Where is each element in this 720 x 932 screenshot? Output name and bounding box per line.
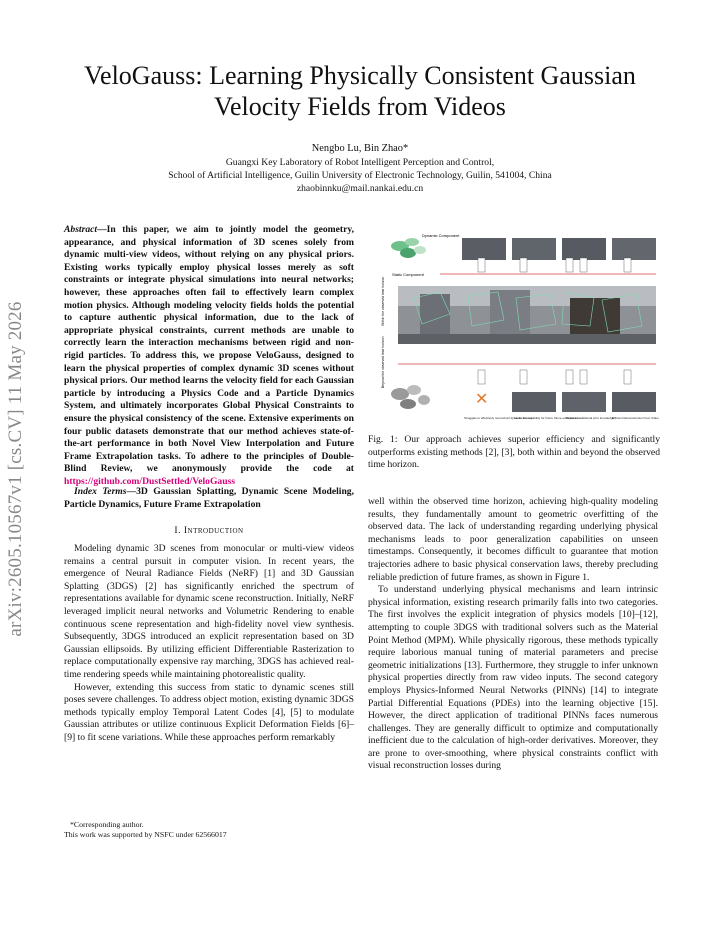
note-1: Struggles to effectively reconstruct dynamic scenes [464,416,533,420]
affiliation-line-2: School of Artificial Intelligence, Guilin University of Electronic Technology, Guilin, 541004, China [168,169,552,181]
footnote-funding: This work was supported by NSFC under 62566017 [64,830,227,840]
section-heading: I. Introduction [174,525,244,536]
footnote-corresponding: *Corresponding author. [70,820,144,829]
abstract-text: —In this paper, we aim to jointly model the geometry, appearance, and physical information of 3D scenes solely from dynamic multi-view videos, without relying on any physical priors. Existing works typically employ physical losses merely as soft constraints or integrate physical simulations into neural networks; however, these approaches often fail to effectively learn complex motion physics. Although modeling velocity fields holds the potential to capture authentic physical information, due to the lack of appropriate physical constraints, current methods are unable to correctly learn the interaction mechanisms between rigid and non-rigid particles. To address this, we propose VeloGauss, designed to learn the physical properties of complex dynamic 3D scenes without physical priors. Our method learns the velocity field for each Gaussian particle by introducing a Physics Code and a Particle Dynamics System, and ultimately incorporates Global Physical Constraints to ensure the physical consistency of the scene. Extensive experiments on four public datasets demonstrate that our method achieves state-of-the-art performance in both Novel View Interpolation and Future Frame Extrapolation tasks. To adhere to the principles of Double-Blind Review, we anonymously provide the code at [64,224,354,475]
bottom-method-labels [478,370,631,384]
static-component-icon [391,385,430,409]
label-dynamic: Dynamic Component [422,233,460,238]
index-terms-text: —3D Gaussian Splatting, Dynamic Scene Modeling, Particle Dynamics, Future Frame Extrapolation [64,486,354,510]
code-link[interactable]: https://github.com/DustSettled/VeloGauss [64,475,236,487]
dynamic-component-icon [391,238,426,258]
note-3: Relies on additional prior knowledge [566,416,615,420]
label-beyond: Beyond the observed time horizon [381,336,385,388]
right-paragraph-2: To understand underlying physical mechanisms and learn intrinsic physical information, existing research primarily falls into two categories. The first involves the explicit integration of physics models [10]–[12], attempting to couple 3DGS with traditional solvers such as the Material Point Method (MPM). While physically rigorous, these methods typically require laborious manual tuning of material parameters and precise geometric initializations [13]. Furthermore, they struggle to infer unknown physical properties directly from raw video inputs. The second category employs Physics-Informed Neural Networks (PINNs) [14] to integrate Partial Differential Equations (PDEs) into the learning objective [15]. However, the direct application of traditional PINNs faces numerous challenges. They are generally difficult to optimize and computationally inefficient due to the calculation of high-order derivatives. Moreover, they are prone to over-smoothing, where physical constraints conflict with visual reconstruction losses during [368,584,658,772]
index-terms [64,486,354,511]
right-column [368,496,658,773]
index-terms-label: Index Terms [74,486,127,497]
arxiv-stamp: arXiv:2605.10567v1 [cs.CV] 11 May 2026 [5,301,26,637]
bottom-thumbnails [475,389,656,412]
top-method-labels [478,258,631,272]
intro-column [64,543,354,745]
affiliation-line-1: Guangxi Key Laboratory of Robot Intelligent Perception and Control, [225,157,495,168]
right-paragraph-1: well within the observed time horizon, achieving high-quality modeling results, they fundamentally amount to geometric overfitting of the observed data. The lack of understanding regarding underlying physical mechanisms leads to poor generalization capabilities on unseen timestamps. Consequently, it becomes difficult to guarantee that motion trajectories adhere to basic physical conservation laws, thereby precluding reliable prediction of future frames, as shown in Figure 1. [368,496,658,583]
intro-paragraph-2: However, extending this success from static to dynamic scenes still poses severe challenges. To address object motion, existing dynamic 3DGS methods typically employ Temporal Latent Codes [4], [5] to modulate Gaussian attributes or utilize continuous Explicit Deformation Fields [6]–[9] to fit scene variations. While these approaches perform remarkably [64,681,354,743]
top-thumbnails [462,238,656,260]
authors: Nengbo Lu, Bin Zhao* [311,143,409,154]
main-scene-image [398,286,656,344]
note-4: Efficient Reconstruction from Video [612,416,659,420]
paper-title: VeloGauss: Learning Physically Consistent Gaussian Velocity Fields from Videos [84,61,636,121]
abstract-label: Abstract [64,224,98,235]
label-within: Within the observed time horizon [381,276,385,326]
note-2: Lacks the capability for future frame extrapolation [514,416,580,420]
intro-paragraph-1: Modeling dynamic 3D scenes from monocular or multi-view videos remains a central pursuit in computer vision. In recent years, the emergence of Neural Radiance Fields (NeRF) [1] and 3D Gaussian Splatting (3DGS) [2] has significantly enriched the spectrum of representations available for dynamic scene reconstruction. Initially, NeRF leveraged implicit neural networks and Volumetric Rendering to enable continuous scene representation and high-fidelity novel view synthesis. Subsequently, 3DGS introduced an explicit representation based on 3D Gaussian ellipsoids. By utilizing efficient Differentiable Rasterization to replace computationally expensive ray marching, 3DGS has achieved real-time rendering speeds while maintaining photorealistic quality. [64,543,354,680]
fail-cross-icon: ✕ [475,389,489,408]
figure-1-graphic [380,228,660,428]
figure-1-caption: Fig. 1: Our approach achieves superior efficiency and significantly outperforms existing methods [2], [3], both within and beyond the observed time horizon. [368,434,660,471]
affiliation [60,157,660,195]
abstract [64,224,354,488]
figure-1 [380,228,660,428]
email: zhaobinnku@mail.nankai.edu.cn [296,182,424,194]
footnotes [64,820,354,841]
label-static: Static Component [392,272,424,277]
